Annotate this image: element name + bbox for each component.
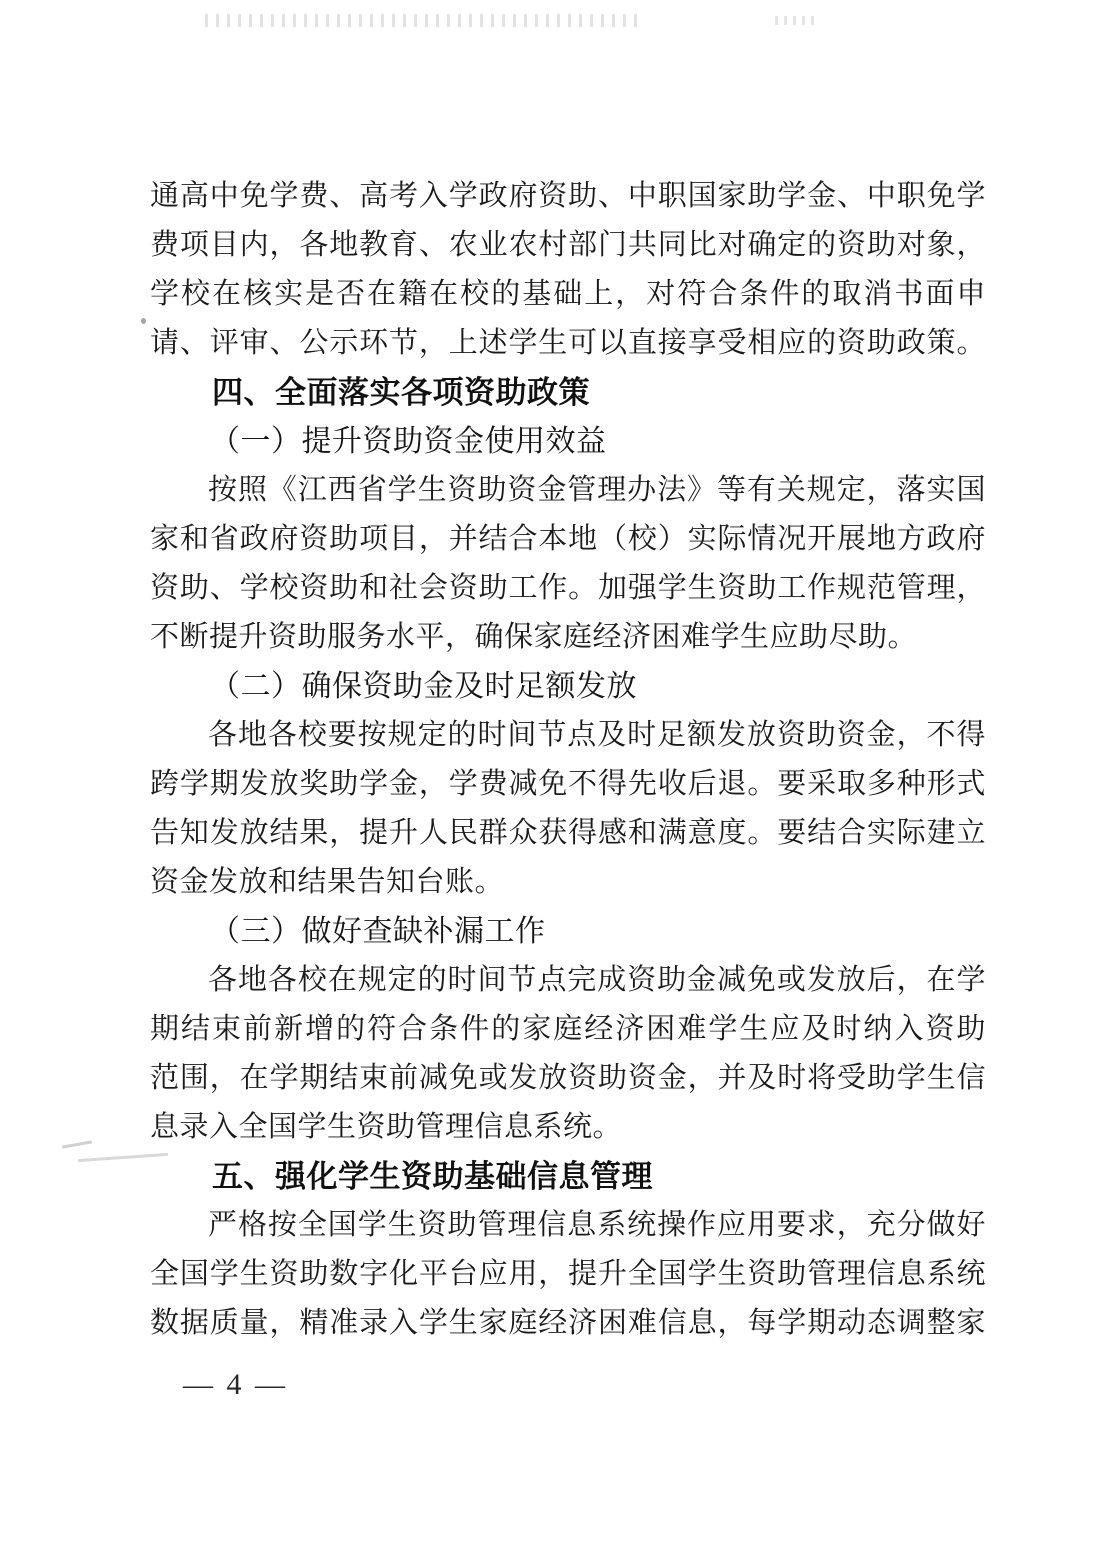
- paragraph-line: 全国学生资助数字化平台应用，提升全国学生资助管理信息系统: [150, 1258, 986, 1290]
- document-body: [150, 172, 986, 1348]
- subheading-three: （三）做好查缺补漏工作: [210, 915, 546, 948]
- scan-noise-top: [205, 14, 645, 27]
- scan-noise-top-right: [775, 16, 817, 25]
- paragraph-line: 家和省政府资助项目，并结合本地（校）实际情况开展地方政府: [150, 523, 986, 555]
- paragraph-line: 费项目内，各地教育、农业农村部门共同比对确定的资助对象，: [150, 229, 986, 261]
- paragraph-line: 通高中免学费、高考入学政府资助、中职国家助学金、中职免学: [150, 180, 986, 212]
- paragraph-line: 告知发放结果，提升人民群众获得感和满意度。要结合实际建立: [150, 817, 986, 849]
- paragraph-line: 期结束前新增的符合条件的家庭经济困难学生应及时纳入资助: [150, 1013, 986, 1045]
- paragraph-line: 数据质量，精准录入学生家庭经济困难信息，每学期动态调整家: [150, 1307, 986, 1339]
- paragraph-line: 资助、学校资助和社会资助工作。加强学生资助工作规范管理，: [150, 572, 986, 604]
- paragraph-line: 学校在核实是否在籍在校的基础上，对符合条件的取消书面申: [150, 278, 986, 310]
- subheading-one: （一）提升资助资金使用效益: [210, 425, 607, 458]
- paragraph-line: 范围，在学期结束前减免或发放资助资金，并及时将受助学生信: [150, 1062, 986, 1094]
- paragraph-line: 息录入全国学生资助管理信息系统。: [150, 1111, 623, 1143]
- paragraph-line: 资金发放和结果告知台账。: [150, 866, 505, 898]
- paragraph-line: 跨学期发放奖助学金，学费减免不得先收后退。要采取多种形式: [150, 768, 986, 800]
- scan-noise-dot: [141, 318, 146, 324]
- heading-section-four: 四、全面落实各项资助政策: [212, 375, 590, 410]
- paragraph-line: 严格按全国学生资助管理信息系统操作应用要求，充分做好: [208, 1209, 986, 1241]
- subheading-two: （二）确保资助金及时足额发放: [210, 670, 637, 703]
- paragraph-line: 不断提升资助服务水平，确保家庭经济困难学生应助尽助。: [150, 621, 918, 653]
- paragraph-line: 按照《江西省学生资助资金管理办法》等有关规定，落实国: [208, 474, 986, 506]
- paragraph-line: 各地各校在规定的时间节点完成资助金减免或发放后，在学: [208, 964, 986, 996]
- paragraph-line: 各地各校要按规定的时间节点及时足额发放资助资金，不得: [208, 719, 986, 751]
- heading-section-five: 五、强化学生资助基础信息管理: [212, 1159, 653, 1194]
- page-number: — 4 —: [183, 1368, 288, 1401]
- paragraph-line: 请、评审、公示环节，上述学生可以直接享受相应的资助政策。: [150, 327, 986, 359]
- scan-noise-left-margin: [62, 1140, 92, 1148]
